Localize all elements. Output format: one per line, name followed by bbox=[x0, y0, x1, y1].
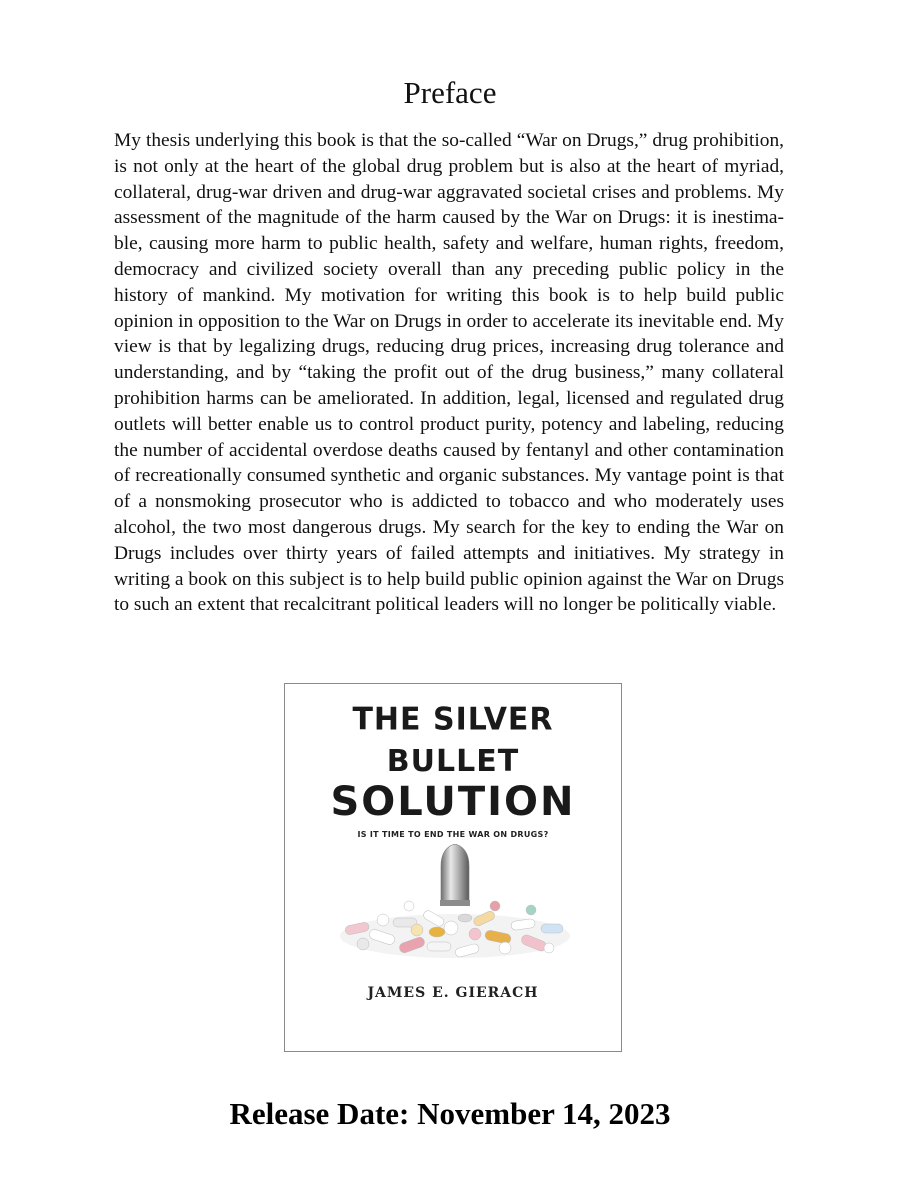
book-cover bbox=[284, 683, 622, 1052]
release-date: Release Date: November 14, 2023 bbox=[229, 1096, 671, 1131]
cover-title-line-2: BULLET bbox=[386, 744, 520, 779]
silver-bullet-on-pills-image bbox=[335, 844, 575, 964]
page-title: Preface bbox=[403, 74, 497, 110]
cover-title-line-1: THE SILVER bbox=[352, 701, 554, 738]
cover-author: JAMES E. GIERACH bbox=[367, 985, 539, 1001]
preface-paragraph: My thesis underlying this book is that the so-called “War on Drugs,” drug prohibition, is not only at the heart of the global drug problem but is also at the heart of myriad, collateral, drug-war driven and drug-war aggravated societal crises and problems. My assessment of the magnitude of the harm caused by the War on Drugs: it is inestimable, causing more harm to public health, safety and welfare, human rights, freedom, democracy and civilized society overall than any preceding public policy in the history of mankind. My motivation for writing this book is to help build public opinion in opposition to the War on Drugs in order to accelerate its inevitable end. My view is that by legalizing drugs, reducing drug prices, increasing drug tolerance and understanding, and by “taking the profit out of the drug business,” many collateral prohibition harms can be ameliorated. In addition, legal, licensed and regulated drug outlets will better enable us to control product purity, potency and labeling, reducing the number of accidental overdose deaths caused by fentanyl and other contamination of recreationally consumed synthetic and organic substances. My vantage point is that of a nonsmoking prosecutor who is addicted to tobacco and who moderately uses alcohol, the two most dangerous drugs. My search for the key to ending the War on Drugs includes over thirty years of failed attempts and initiatives. My strategy in writing a book on this subject is to help build public opinion against the War on Drugs to such an extent that recalcitrant political leaders will no longer be politically viable. bbox=[114, 130, 784, 616]
cover-subtitle: IS IT TIME TO END THE WAR ON DRUGS? bbox=[357, 830, 549, 839]
cover-title-line-3: SOLUTION bbox=[330, 779, 576, 825]
